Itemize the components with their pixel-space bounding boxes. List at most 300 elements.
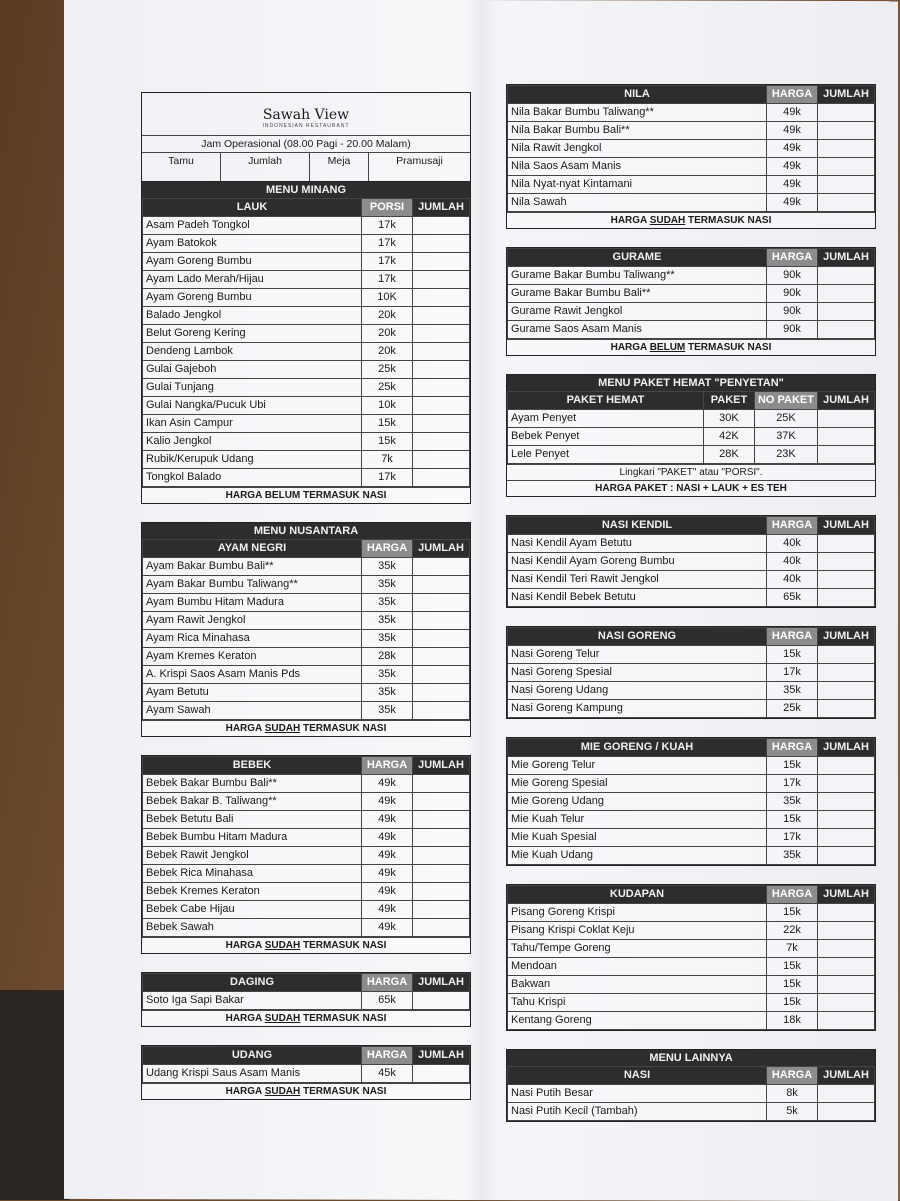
menu-item-qty-cell[interactable] [818, 104, 875, 122]
menu-item-qty-cell[interactable] [413, 307, 470, 325]
menu-item-qty-cell[interactable] [413, 397, 470, 415]
menu-item-row [508, 700, 875, 718]
menu-item-price: 10K [362, 289, 413, 307]
menu-item-name: Pisang Goreng Krispi [508, 904, 767, 922]
menu-item-qty-cell[interactable] [818, 664, 875, 682]
section-footnote [507, 339, 875, 355]
paket-item-name: Bebek Penyet [508, 428, 704, 446]
menu-item-price: 15k [362, 415, 413, 433]
menu-item-qty-cell[interactable] [818, 829, 875, 847]
menu-item-qty-cell[interactable] [818, 847, 875, 865]
menu-item-name: Nila Bakar Bumbu Taliwang** [508, 104, 767, 122]
menu-item-row [143, 343, 470, 361]
menu-item-qty-cell[interactable] [818, 811, 875, 829]
menu-item-name: Ayam Betutu [143, 684, 362, 702]
menu-item-price: 8k [767, 1085, 818, 1103]
menu-item-qty-cell[interactable] [413, 883, 470, 901]
menu-item-qty-cell[interactable] [413, 992, 470, 1010]
menu-item-qty-cell[interactable] [818, 285, 875, 303]
menu-item-row [143, 325, 470, 343]
menu-item-name: Tahu Krispi [508, 994, 767, 1012]
menu-item-row [508, 922, 875, 940]
section-nasi-kendil [506, 515, 876, 608]
menu-item-qty-cell[interactable] [413, 271, 470, 289]
menu-item-name: Gulai Gajeboh [143, 361, 362, 379]
brand-name: Sawah View [262, 107, 350, 123]
menu-item-qty-cell[interactable] [413, 865, 470, 883]
paket-item-row [508, 446, 875, 464]
menu-item-qty-cell[interactable] [413, 666, 470, 684]
section-table [142, 756, 470, 937]
menu-item-price: 35k [362, 594, 413, 612]
menu-item-name: Gulai Tunjang [143, 379, 362, 397]
footnote-prefix: HARGA [610, 215, 650, 226]
price-column-header: PORSI [362, 199, 413, 217]
menu-item-row [508, 664, 875, 682]
menu-item-qty-cell[interactable] [818, 958, 875, 976]
footnote-suffix: TERMASUK NASI [300, 723, 387, 734]
footnote-prefix: HARGA [225, 1013, 265, 1024]
qty-column-header: JUMLAH [413, 199, 470, 217]
price-column-header: HARGA [362, 540, 413, 558]
paket-qty-cell[interactable] [818, 410, 875, 428]
menu-item-qty-cell[interactable] [413, 451, 470, 469]
section-title: MENU LAINNYA [507, 1050, 875, 1066]
left-column [141, 92, 471, 1118]
section-table [507, 1066, 875, 1121]
menu-item-name: Ikan Asin Campur [143, 415, 362, 433]
menu-item-qty-cell[interactable] [413, 415, 470, 433]
paket-qty-cell[interactable] [818, 446, 875, 464]
paket-item-name: Ayam Penyet [508, 410, 704, 428]
menu-item-row [508, 994, 875, 1012]
price-column-header: HARGA [767, 86, 818, 104]
menu-item-row [143, 217, 470, 235]
menu-item-row [143, 307, 470, 325]
menu-item-price: 15k [767, 904, 818, 922]
menu-item-qty-cell[interactable] [413, 594, 470, 612]
menu-item-name: Ayam Bumbu Hitam Madura [143, 594, 362, 612]
menu-item-price: 10k [362, 397, 413, 415]
paket-col-jumlah: JUMLAH [818, 392, 875, 410]
menu-item-qty-cell[interactable] [413, 775, 470, 793]
paket-col-paket: PAKET [703, 392, 754, 410]
menu-item-qty-cell[interactable] [413, 901, 470, 919]
menu-item-row [143, 793, 470, 811]
menu-item-name: Balado Jengkol [143, 307, 362, 325]
menu-item-row [143, 397, 470, 415]
menu-item-price: 35k [767, 793, 818, 811]
menu-item-row [143, 992, 470, 1010]
menu-item-qty-cell[interactable] [818, 303, 875, 321]
menu-item-price: 17k [362, 217, 413, 235]
menu-item-qty-cell[interactable] [818, 700, 875, 718]
menu-item-name: Ayam Rawit Jengkol [143, 612, 362, 630]
menu-item-qty-cell[interactable] [818, 775, 875, 793]
menu-item-price: 15k [767, 811, 818, 829]
paket-hemat-section [506, 374, 876, 497]
qty-column-header: JUMLAH [818, 517, 875, 535]
menu-item-price: 17k [767, 775, 818, 793]
menu-item-name: Ayam Lado Merah/Hijau [143, 271, 362, 289]
paket-qty-cell[interactable] [818, 428, 875, 446]
menu-item-name: Mie Kuah Telur [508, 811, 767, 829]
menu-item-row [143, 451, 470, 469]
menu-item-name: Bebek Betutu Bali [143, 811, 362, 829]
section-subtitle: DAGING [143, 974, 362, 992]
menu-item-row [508, 589, 875, 607]
field-pramusaji[interactable]: Pramusaji [396, 155, 443, 167]
section-kudapan [506, 884, 876, 1031]
menu-item-qty-cell[interactable] [413, 433, 470, 451]
menu-item-name: Bebek Sawah [143, 919, 362, 937]
paket-price[interactable]: 42K [703, 428, 754, 446]
menu-item-name: Bebek Cabe Hijau [143, 901, 362, 919]
menu-item-name: Nasi Goreng Spesial [508, 664, 767, 682]
footnote-prefix: HARGA [225, 723, 265, 734]
operating-hours: Jam Operasional (08.00 Pagi - 20.00 Malam) [142, 135, 470, 152]
no-paket-price[interactable]: 37K [754, 428, 817, 446]
menu-item-price: 49k [767, 122, 818, 140]
menu-item-qty-cell[interactable] [413, 829, 470, 847]
menu-item-qty-cell[interactable] [413, 684, 470, 702]
menu-item-row [508, 158, 875, 176]
paket-item-row [508, 410, 875, 428]
menu-item-qty-cell[interactable] [818, 176, 875, 194]
menu-item-price: 7k [767, 940, 818, 958]
menu-item-name: A. Krispi Saos Asam Manis Pds [143, 666, 362, 684]
menu-item-row [143, 253, 470, 271]
menu-item-name: Gulai Nangka/Pucuk Ubi [143, 397, 362, 415]
menu-item-price: 35k [767, 847, 818, 865]
qty-column-header: JUMLAH [818, 1067, 875, 1085]
price-column-header: HARGA [362, 974, 413, 992]
menu-item-row [508, 285, 875, 303]
menu-item-qty-cell[interactable] [818, 793, 875, 811]
menu-item-name: Ayam Goreng Bumbu [143, 253, 362, 271]
menu-item-name: Ayam Sawah [143, 702, 362, 720]
menu-item-row [508, 829, 875, 847]
menu-item-name: Bebek Bakar Bumbu Bali** [143, 775, 362, 793]
section-subtitle: GURAME [508, 249, 767, 267]
menu-item-name: Bakwan [508, 976, 767, 994]
menu-item-price: 28k [362, 648, 413, 666]
menu-item-name: Udang Krispi Saus Asam Manis [143, 1065, 362, 1083]
menu-header [141, 92, 471, 181]
section-footnote [142, 937, 470, 953]
menu-item-row [508, 1012, 875, 1030]
menu-item-qty-cell[interactable] [818, 553, 875, 571]
qty-column-header: JUMLAH [413, 1047, 470, 1065]
footnote-emphasis: SUDAH [264, 1086, 301, 1097]
footnote-suffix: TERMASUK NASI [300, 1013, 387, 1024]
section-footnote [507, 212, 875, 228]
qty-column-header: JUMLAH [818, 886, 875, 904]
menu-item-qty-cell[interactable] [413, 630, 470, 648]
menu-item-name: Nasi Goreng Udang [508, 682, 767, 700]
menu-item-row [508, 1103, 875, 1121]
menu-item-row [143, 361, 470, 379]
menu-item-qty-cell[interactable] [413, 847, 470, 865]
section-ayam-negri [141, 522, 471, 737]
menu-item-qty-cell[interactable] [818, 1103, 875, 1121]
menu-item-price: 49k [362, 883, 413, 901]
menu-item-row [508, 775, 875, 793]
section-table [142, 973, 470, 1010]
menu-item-qty-cell[interactable] [818, 321, 875, 339]
menu-item-qty-cell[interactable] [818, 122, 875, 140]
menu-item-qty-cell[interactable] [413, 253, 470, 271]
menu-item-qty-cell[interactable] [413, 648, 470, 666]
field-tamu[interactable]: Tamu [142, 153, 221, 181]
field-meja[interactable]: Meja [310, 153, 369, 181]
menu-item-price: 49k [362, 919, 413, 937]
menu-item-name: Pisang Krispi Coklat Keju [508, 922, 767, 940]
menu-item-price: 90k [767, 285, 818, 303]
section-subtitle: NASI GORENG [508, 628, 767, 646]
menu-item-name: Nasi Kendil Ayam Betutu [508, 535, 767, 553]
menu-item-price: 25k [362, 361, 413, 379]
qty-column-header: JUMLAH [413, 757, 470, 775]
footnote-emphasis: SUDAH [264, 940, 301, 951]
menu-item-price: 20k [362, 307, 413, 325]
menu-item-name: Bebek Rica Minahasa [143, 865, 362, 883]
menu-item-row [508, 122, 875, 140]
section-lauk [141, 181, 471, 504]
menu-item-row [143, 847, 470, 865]
menu-item-name: Nasi Putih Kecil (Tambah) [508, 1103, 767, 1121]
menu-item-price: 40k [767, 535, 818, 553]
menu-item-row [508, 976, 875, 994]
menu-item-price: 40k [767, 553, 818, 571]
menu-item-price: 49k [767, 104, 818, 122]
paket-title: MENU PAKET HEMAT "PENYETAN" [507, 375, 875, 391]
menu-item-name: Gurame Bakar Bumbu Bali** [508, 285, 767, 303]
menu-item-name: Nila Saos Asam Manis [508, 158, 767, 176]
menu-item-row [508, 682, 875, 700]
qty-column-header: JUMLAH [413, 540, 470, 558]
menu-item-price: 49k [767, 158, 818, 176]
menu-item-price: 65k [767, 589, 818, 607]
footnote-prefix: HARGA [225, 1086, 265, 1097]
menu-item-qty-cell[interactable] [818, 682, 875, 700]
menu-item-name: Nasi Kendil Bebek Betutu [508, 589, 767, 607]
menu-item-price: 49k [767, 140, 818, 158]
section-subtitle: NASI [508, 1067, 767, 1085]
paket-item-row [508, 428, 875, 446]
price-column-header: HARGA [362, 1047, 413, 1065]
price-column-header: HARGA [767, 886, 818, 904]
section-footnote [142, 1010, 470, 1026]
menu-item-row [143, 648, 470, 666]
section-footnote [142, 720, 470, 736]
menu-item-price: 90k [767, 303, 818, 321]
footnote-suffix: TERMASUK NASI [300, 940, 387, 951]
section-mie-goreng-kuah [506, 737, 876, 866]
menu-item-qty-cell[interactable] [413, 793, 470, 811]
menu-item-row [508, 811, 875, 829]
menu-item-name: Ayam Bakar Bumbu Bali** [143, 558, 362, 576]
menu-item-price: 15k [767, 976, 818, 994]
menu-item-name: Mendoan [508, 958, 767, 976]
price-column-header: HARGA [767, 517, 818, 535]
menu-item-row [143, 702, 470, 720]
footnote-emphasis: SUDAH [649, 215, 686, 226]
menu-item-row [508, 571, 875, 589]
menu-item-qty-cell[interactable] [818, 904, 875, 922]
menu-item-qty-cell[interactable] [413, 289, 470, 307]
menu-item-row [143, 901, 470, 919]
menu-item-qty-cell[interactable] [818, 194, 875, 212]
menu-item-row [143, 594, 470, 612]
section-table [507, 627, 875, 718]
menu-item-qty-cell[interactable] [413, 217, 470, 235]
menu-item-row [508, 958, 875, 976]
menu-item-name: Ayam Rica Minahasa [143, 630, 362, 648]
menu-item-qty-cell[interactable] [818, 589, 875, 607]
menu-item-row [143, 612, 470, 630]
menu-item-row [143, 630, 470, 648]
paket-note-circle: Lingkari "PAKET" atau "PORSI". [507, 464, 875, 480]
section-bebek [141, 755, 471, 954]
menu-item-qty-cell[interactable] [413, 1065, 470, 1083]
menu-item-name: Ayam Kremes Keraton [143, 648, 362, 666]
paket-col-name: PAKET HEMAT [508, 392, 704, 410]
section-footnote [142, 487, 470, 503]
section-table [507, 248, 875, 339]
menu-item-row [508, 793, 875, 811]
menu-item-qty-cell[interactable] [818, 994, 875, 1012]
menu-item-name: Ayam Batokok [143, 235, 362, 253]
menu-item-qty-cell[interactable] [413, 919, 470, 937]
menu-item-row [508, 303, 875, 321]
paket-price[interactable]: 28K [703, 446, 754, 464]
menu-item-qty-cell[interactable] [413, 702, 470, 720]
section-udang [141, 1045, 471, 1100]
menu-item-name: Belut Goreng Kering [143, 325, 362, 343]
menu-item-name: Soto Iga Sapi Bakar [143, 992, 362, 1010]
menu-item-qty-cell[interactable] [413, 361, 470, 379]
footnote-emphasis: SUDAH [264, 723, 301, 734]
menu-item-qty-cell[interactable] [413, 235, 470, 253]
menu-item-qty-cell[interactable] [818, 1012, 875, 1030]
menu-item-row [508, 104, 875, 122]
menu-item-price: 49k [362, 793, 413, 811]
footnote-prefix: HARGA [610, 342, 650, 353]
menu-item-name: Ayam Bakar Bumbu Taliwang** [143, 576, 362, 594]
section-table [507, 885, 875, 1030]
field-jumlah[interactable]: Jumlah [221, 153, 310, 181]
menu-item-row [143, 271, 470, 289]
menu-item-price: 15k [362, 433, 413, 451]
menu-item-qty-cell[interactable] [818, 1085, 875, 1103]
qty-column-header: JUMLAH [818, 86, 875, 104]
footnote-suffix: TERMASUK NASI [685, 342, 772, 353]
menu-item-qty-cell[interactable] [413, 379, 470, 397]
menu-item-name: Nasi Goreng Kampung [508, 700, 767, 718]
menu-item-price: 90k [767, 321, 818, 339]
footnote-emphasis: BELUM [649, 342, 686, 353]
menu-item-qty-cell[interactable] [413, 343, 470, 361]
menu-item-row [143, 433, 470, 451]
brand-subtitle: INDONESIAN RESTAURANT [262, 123, 350, 129]
menu-item-name: Gurame Saos Asam Manis [508, 321, 767, 339]
left-sections [141, 181, 471, 1100]
menu-item-row [508, 321, 875, 339]
menu-item-qty-cell[interactable] [818, 571, 875, 589]
menu-item-price: 15k [767, 958, 818, 976]
menu-item-price: 18k [767, 1012, 818, 1030]
menu-item-price: 49k [767, 176, 818, 194]
table-shadow [0, 990, 70, 1200]
menu-item-name: Bebek Kremes Keraton [143, 883, 362, 901]
menu-item-row [508, 1085, 875, 1103]
menu-item-price: 45k [362, 1065, 413, 1083]
menu-item-qty-cell[interactable] [818, 646, 875, 664]
menu-item-row [508, 176, 875, 194]
section-table [507, 85, 875, 212]
menu-item-qty-cell[interactable] [413, 576, 470, 594]
menu-item-row [508, 904, 875, 922]
menu-item-qty-cell[interactable] [413, 811, 470, 829]
menu-item-qty-cell[interactable] [818, 922, 875, 940]
menu-item-price: 5k [767, 1103, 818, 1121]
menu-item-price: 35k [362, 702, 413, 720]
menu-item-qty-cell[interactable] [818, 757, 875, 775]
price-column-header: HARGA [767, 249, 818, 267]
section-subtitle: NASI KENDIL [508, 517, 767, 535]
menu-item-row [508, 646, 875, 664]
section-subtitle: UDANG [143, 1047, 362, 1065]
menu-item-qty-cell[interactable] [413, 325, 470, 343]
menu-item-qty-cell[interactable] [818, 535, 875, 553]
menu-item-row [143, 919, 470, 937]
menu-item-row [508, 140, 875, 158]
section-gurame [506, 247, 876, 356]
menu-item-name: Tahu/Tempe Goreng [508, 940, 767, 958]
menu-item-qty-cell[interactable] [818, 976, 875, 994]
no-paket-price[interactable]: 23K [754, 446, 817, 464]
menu-item-price: 17k [362, 271, 413, 289]
price-column-header: HARGA [767, 1067, 818, 1085]
menu-item-qty-cell[interactable] [818, 940, 875, 958]
menu-item-qty-cell[interactable] [818, 267, 875, 285]
menu-item-qty-cell[interactable] [413, 469, 470, 487]
menu-item-price: 49k [767, 194, 818, 212]
no-paket-price[interactable]: 25K [754, 410, 817, 428]
menu-item-row [508, 267, 875, 285]
menu-item-qty-cell[interactable] [413, 612, 470, 630]
menu-item-qty-cell[interactable] [818, 140, 875, 158]
menu-item-row [143, 684, 470, 702]
footnote-suffix: TERMASUK NASI [685, 215, 772, 226]
paket-price[interactable]: 30K [703, 410, 754, 428]
menu-item-row [508, 535, 875, 553]
menu-item-qty-cell[interactable] [818, 158, 875, 176]
section-table [507, 738, 875, 865]
menu-item-price: 17k [767, 829, 818, 847]
section-nasi-goreng [506, 626, 876, 719]
menu-item-row [143, 289, 470, 307]
section-subtitle: MIE GORENG / KUAH [508, 739, 767, 757]
menu-item-price: 35k [362, 576, 413, 594]
menu-item-row [508, 847, 875, 865]
price-column-header: HARGA [767, 628, 818, 646]
menu-item-price: 35k [362, 684, 413, 702]
menu-item-price: 49k [362, 811, 413, 829]
paket-col-nopaket: NO PAKET [754, 392, 817, 410]
menu-item-qty-cell[interactable] [413, 558, 470, 576]
